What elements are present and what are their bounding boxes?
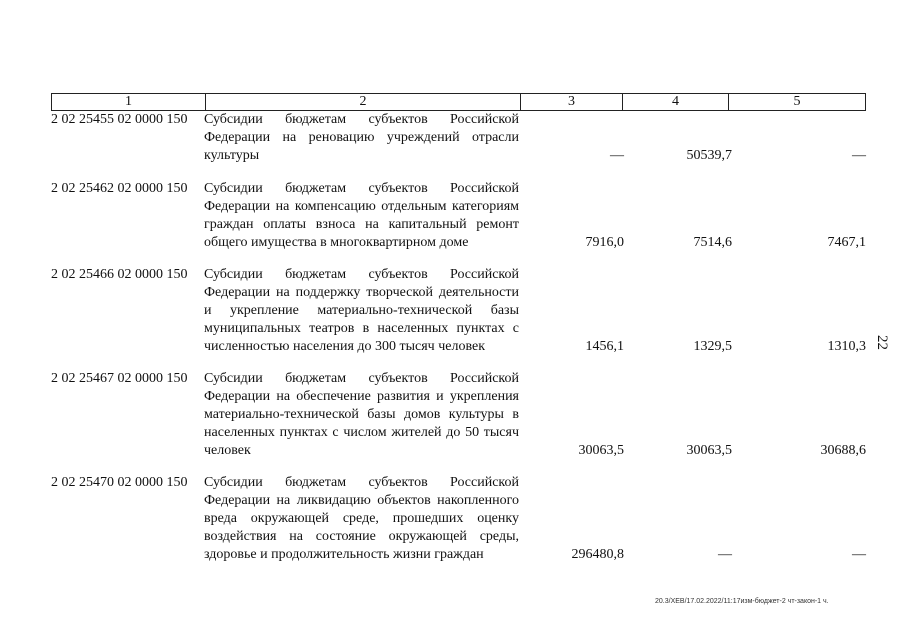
- header-col-2: 2: [205, 94, 520, 110]
- value-col-4: 50539,7: [686, 148, 732, 163]
- value-col-3: 30063,5: [578, 443, 624, 458]
- budget-code: 2 02 25466 02 0000 150: [51, 267, 188, 282]
- page-number: 22: [874, 335, 890, 350]
- table-header: [51, 93, 866, 111]
- header-col-5: 5: [728, 94, 865, 110]
- value-col-5: —: [852, 547, 866, 562]
- header-col-1: 1: [125, 94, 132, 109]
- row-description: Субсидии бюджетам субъектов Российской Федерации на поддержку творческой деятельности и укрепление материально-технической базы муниципальных театров в населенных пунктах с численностью населения до 300 тысяч человек: [204, 267, 519, 354]
- budget-code: 2 02 25470 02 0000 150: [51, 475, 188, 490]
- value-col-5: 1310,3: [827, 339, 866, 354]
- value-col-5: —: [852, 148, 866, 163]
- value-col-4: 1329,5: [693, 339, 732, 354]
- budget-code: 2 02 25462 02 0000 150: [51, 181, 188, 196]
- value-col-5: 30688,6: [820, 443, 866, 458]
- value-col-3: 7916,0: [585, 235, 624, 250]
- value-col-4: 30063,5: [686, 443, 732, 458]
- header-col-3: 3: [520, 94, 622, 110]
- value-col-4: —: [718, 547, 732, 562]
- row-description: Субсидии бюджетам субъектов Российской Федерации на компенсацию отдельным категориям граждан оплаты взноса на капитальный ремонт общего имущества в многоквартирном доме: [204, 181, 519, 250]
- value-col-3: 1456,1: [585, 339, 624, 354]
- footer-note: 20.3/ХЕВ/17.02.2022/11:17изм-бюджет-2 чт-закон-1 ч.: [655, 598, 829, 605]
- budget-code: 2 02 25467 02 0000 150: [51, 371, 188, 386]
- value-col-3: 296480,8: [571, 547, 624, 562]
- value-col-3: —: [610, 148, 624, 163]
- value-col-5: 7467,1: [827, 235, 866, 250]
- row-description: Субсидии бюджетам субъектов Российской Федерации на ликвидацию объектов накопленного вреда окружающей среде, прошедших оценку воздействия на состояние окружающей среды, здоровье и продолжительность жизни граждан: [204, 475, 519, 562]
- row-description: Субсидии бюджетам субъектов Российской Федерации на обеспечение развития и укрепления материально-технической базы домов культуры в населенных пунктах с числом жителей до 50 тысяч человек: [204, 371, 519, 458]
- row-description: Субсидии бюджетам субъектов Российской Федерации на реновацию учреждений отрасли культуры: [204, 112, 519, 163]
- budget-code: 2 02 25455 02 0000 150: [51, 112, 188, 127]
- value-col-4: 7514,6: [693, 235, 732, 250]
- header-col-4: 4: [622, 94, 728, 110]
